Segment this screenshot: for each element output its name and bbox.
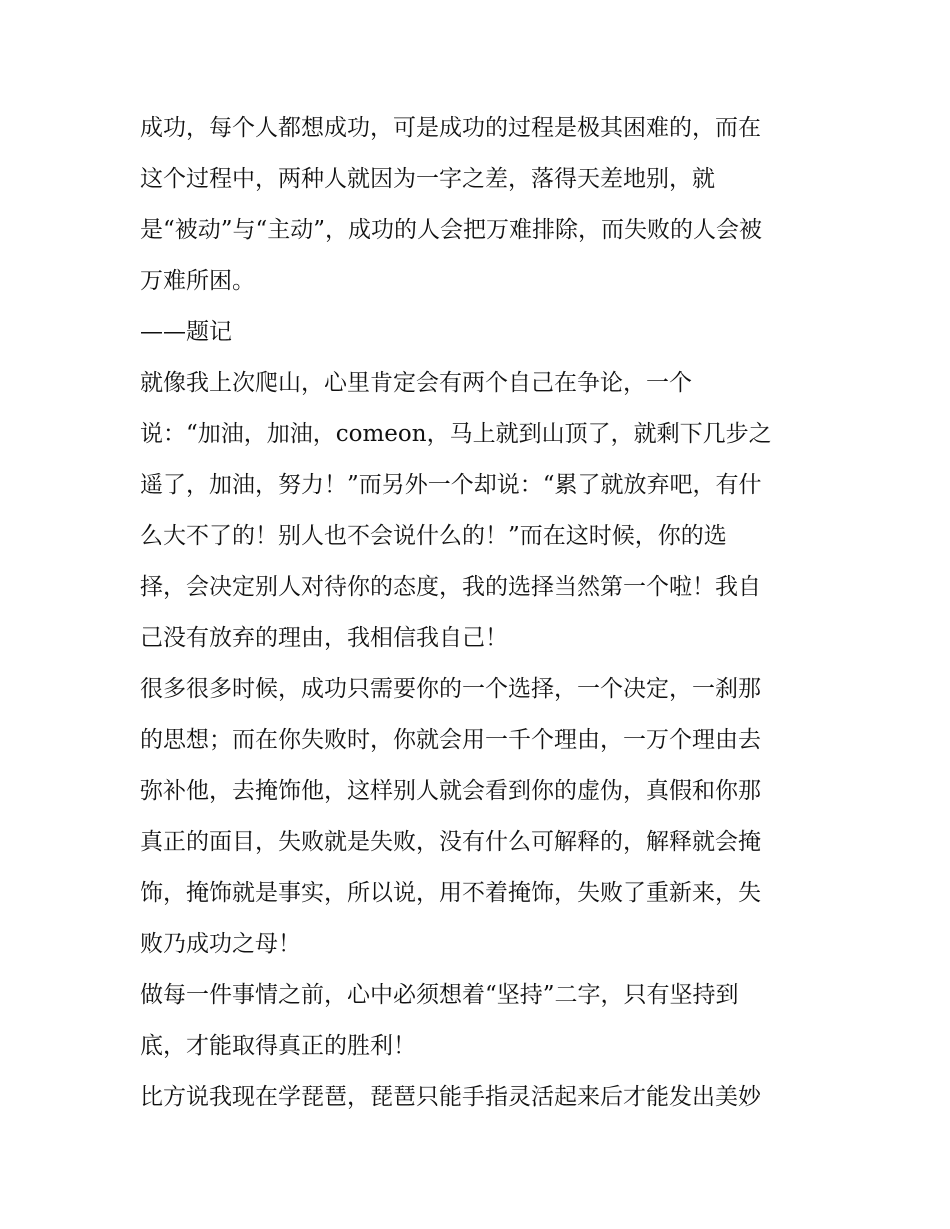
paragraph-persistence [140, 970, 820, 1072]
text-line: 真正的面目，失败就是失败，没有什么可解释的，解释就会掩 [140, 829, 761, 855]
text-line: 是“被动”与“主动”，成功的人会把万难排除，而失败的人会被 [140, 217, 763, 243]
text-line: ——题记 [140, 319, 232, 345]
text-line: 比方说我现在学琵琶，琵琶只能手指灵活起来后才能发出美妙 [140, 1084, 761, 1110]
paragraph-intro [140, 103, 820, 307]
text-line: 就像我上次爬山，心里肯定会有两个自己在争论，一个 [140, 370, 692, 396]
text-line: 底，才能取得真正的胜利！ [140, 1033, 416, 1059]
text-line: 这个过程中，两种人就因为一字之差，落得天差地别，就 [140, 166, 715, 192]
paragraph-epigraph-attribution [140, 307, 820, 358]
text-line: 遥了，加油，努力！”而另外一个却说：“累了就放弃吧，有什 [140, 472, 762, 498]
paragraph-pipa [140, 1072, 820, 1123]
text-line: 弥补他，去掩饰他，这样别人就会看到你的虚伪，真假和你那 [140, 778, 761, 804]
text-line: 做每一件事情之前，心中必须想着“坚持”二字，只有坚持到 [140, 982, 739, 1008]
text-line: 饰，掩饰就是事实，所以说，用不着掩饰，失败了重新来，失 [140, 880, 761, 906]
paragraph-choices [140, 664, 820, 970]
paragraph-climbing [140, 358, 820, 664]
text-line: 么大不了的！别人也不会说什么的！”而在这时候，你的选 [140, 523, 727, 549]
document-body [140, 103, 820, 1123]
text-line: 说：“加油，加油，comeon，马上就到山顶了，就剩下几步之 [140, 421, 772, 447]
text-line: 成功，每个人都想成功，可是成功的过程是极其困难的，而在 [140, 115, 761, 141]
text-line: 很多很多时候，成功只需要你的一个选择，一个决定，一刹那 [140, 676, 761, 702]
text-line: 的思想；而在你失败时，你就会用一千个理由，一万个理由去 [140, 727, 761, 753]
text-line: 万难所困。 [140, 268, 255, 294]
text-line: 择，会决定别人对待你的态度，我的选择当然第一个啦！我自 [140, 574, 761, 600]
text-line: 己没有放弃的理由，我相信我自己！ [140, 625, 508, 651]
text-line: 败乃成功之母！ [140, 931, 301, 957]
